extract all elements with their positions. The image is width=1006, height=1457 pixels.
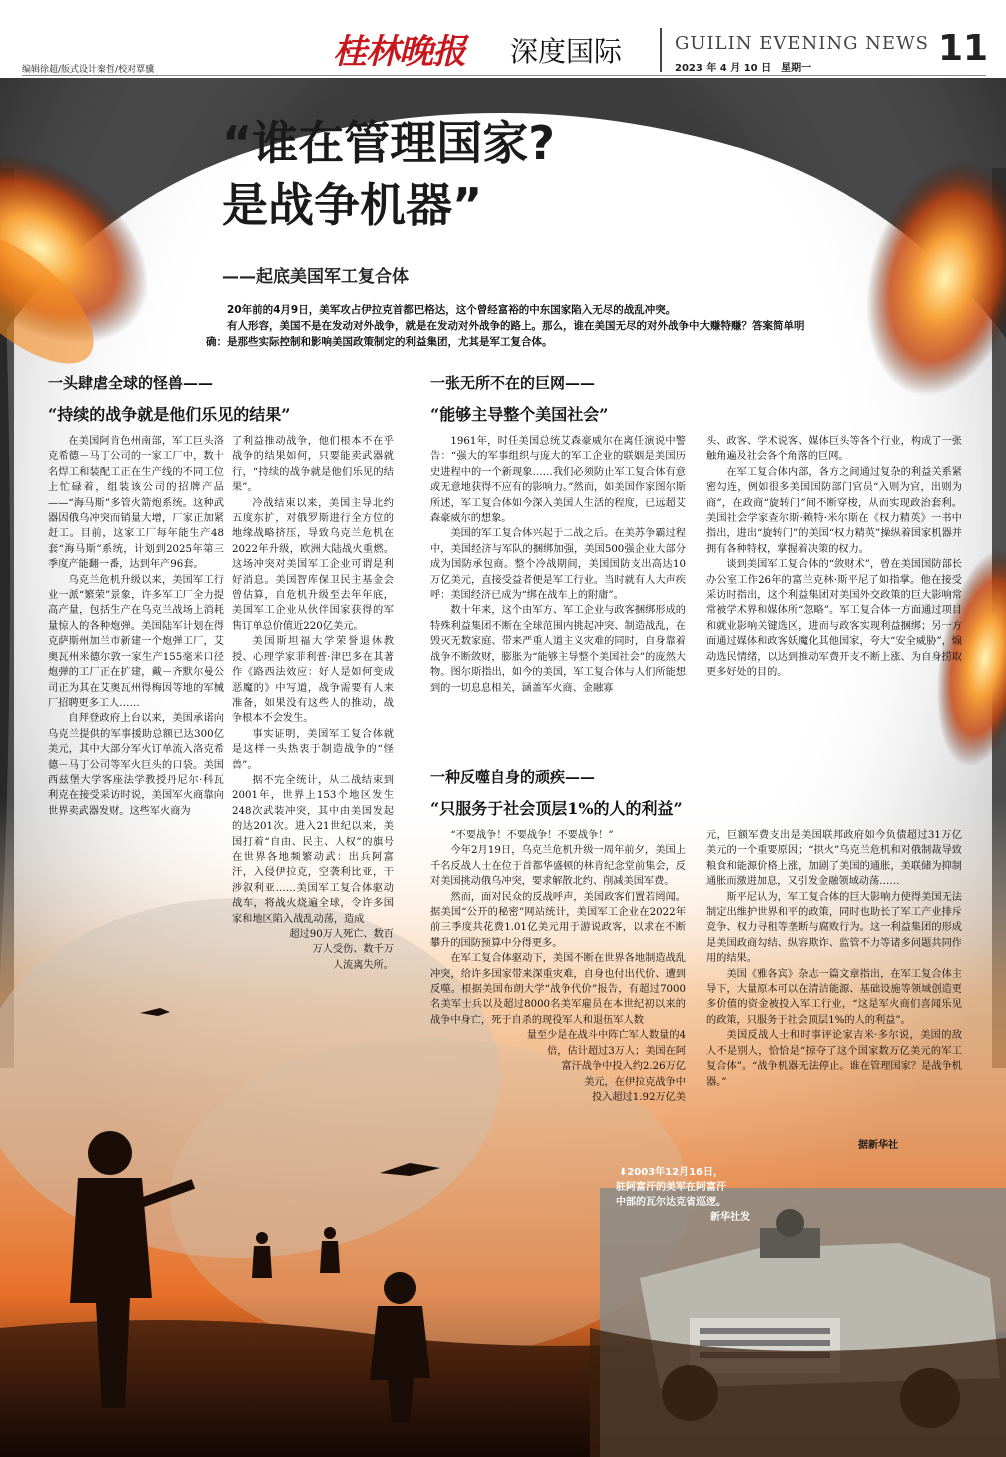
- section3-column2: [706, 828, 962, 1090]
- paragraph-tail: 投入超过1.92万亿美: [592, 1091, 686, 1103]
- section-name: 深度国际: [510, 35, 623, 68]
- lead-p2: 有人形容，美国不是在发动对外战争，就是在发动对外战争的路上。那么，谁在美国无尽的对外战争中大赚特赚？答案简单明确：是那些实际控制和影响美国政策制定的利益集团，尤其是军工复合体。: [206, 320, 805, 348]
- paragraph: 今年2月19日，乌克兰危机升级一周年前夕，美国上千名反战人士在位于首都华盛顿的林肯纪念堂前集会，反对美国挑动俄乌冲突，要求解散北约、削减美国军费。: [430, 845, 686, 888]
- subheadline: ——起底美国军工复合体: [222, 267, 409, 287]
- section3-head2: “只服务于社会顶层1%的人的利益”: [430, 799, 683, 818]
- editor-credits: 编辑徐超/版式设计秦哲/校对覃骥: [22, 65, 155, 75]
- section1-head1: 一头肆虐全球的怪兽——: [48, 374, 214, 392]
- paragraph-tail: 倍，估计超过3万人；美国在阿: [547, 1045, 686, 1057]
- newspaper-logo: 桂林晚报: [333, 32, 465, 72]
- news-source: 据新华社: [858, 1140, 898, 1151]
- paragraph: 1961年，时任美国总统艾森豪威尔在离任演说中警告：“强大的军事组织与庞大的军工企业的联姻是美国历史进程中的一个新现象……我们必须防止军工复合体有意或无意地获得不应有的影响力。”然而，如美国作家图尔斯所述，军工复合体如今深入美国人生活的程度，已远超艾森豪威尔的想象。: [430, 436, 686, 525]
- paragraph: 在军工复合体驱动下，美国不断在世界各地制造战乱冲突，给许多国家带来深重灾难，自身也付出代价、遭到反噬。根据美国布朗大学“战争代价”报告，有超过7000名美军士兵以及超过8000名美军雇员在本世纪初以来的战争中身亡，死于自杀的现役军人和退伍军人数: [430, 953, 686, 1026]
- lead-p1: 20年前的4月9日，美军攻占伊拉克首都巴格达，这个曾经富裕的中东国家陷入无尽的战乱冲突。: [227, 304, 677, 316]
- caption-line: ⬇2003年12月16日，: [618, 1167, 724, 1178]
- paragraph: 据不完全统计，从二战结束到2001年，世界上153个地区发生248次武装冲突，其中由美国发起的达201次。进入21世纪以来，美国打着“自由、民主、人权”的旗号在世界各地频繁动武：出兵阿富汗，入侵伊拉克，空袭利比亚，干涉叙利亚……美国军工复合体驱动战车，将战火烧遍全球，令许多国家和地区陷入战乱动荡，造成: [232, 774, 394, 925]
- paragraph: 斯平尼认为，军工复合体的巨大影响力使得美国无法制定出维护世界和平的政策，同时也助长了军工产业排斥竞争、权力寻租等垄断与腐败行为。这一利益集团的形成是美国政商勾结、纵容欺诈、监管不力等诸多问题共同作用的结果。: [706, 891, 962, 965]
- paragraph: 美国反战人士和时事评论家吉米·多尔说，美国的敌人不是别人，恰恰是“掠夺了这个国家数万亿美元的军工复合体”。“战争机器无法停止。谁在管理国家？是战争机器。”: [706, 1030, 962, 1088]
- paragraph: 乌克兰危机升级以来，美国军工行业一派“繁荣”景象，许多军工厂全力提高产量，包括生产在乌克兰战场上消耗量惊人的各种炮弹。美国陆军计划在得克萨斯州加兰市新建一个炮弹工厂，艾奥瓦州米德尔敦一家生产155毫米口径炮弹的工厂正在扩建，戴－齐默尔曼公司正为其在艾奥瓦州得梅因等地的军械厂招聘更多工人……: [48, 574, 224, 709]
- headline-line-2: 是战争机器”: [222, 178, 483, 232]
- paragraph: 事实证明，美国军工复合体就是这样一头热衷于制造战争的“怪兽”。: [232, 728, 394, 771]
- section3-column1: [430, 828, 686, 1105]
- headline-line-1: “谁在管理国家?: [222, 116, 555, 170]
- paragraph: “不要战争！不要战争！不要战争！”: [450, 830, 614, 841]
- paragraph: 谈到美国军工复合体的“敛财术”，曾在美国国防部长办公室工作26年的富兰克林·斯平尼了如指掌。他在接受采访时指出，这个利益集团对美国外交政策的巨大影响常常被学术界和媒体所“忽略”。军工复合体一方面通过项目和就业影响关键选区，进而与政客实现利益捆绑；另一方面通过媒体和政客妖魔化其他国家，夸大“安全威胁”，煽动选民情绪，以达到推动军费开支不断上涨、为自身捞取更多好处的目的。: [706, 559, 962, 679]
- paragraph-tail: 美元，在伊拉克战争中: [584, 1076, 686, 1088]
- section2-column2: [706, 434, 962, 681]
- paragraph: 头、政客、学术说客、媒体巨头等各个行业，构成了一张触角遍及社会各个角落的巨网。: [706, 436, 962, 463]
- caption-line: 中部的瓦尔达克省巡逻。: [616, 1197, 726, 1208]
- paragraph: 冷战结束以来，美国主导北约五度东扩，对俄罗斯进行全方位的地缘战略挤压，导致乌克兰危机在2022年升级，欧洲大陆战火重燃。这场冲突对美国军工企业可谓是利好消息。美国智库保卫民主基金会曾估算，自危机升级至去年年底，美国军工企业从伙伴国家获得的军售订单总价值近220亿美元。: [232, 497, 394, 632]
- paragraph: 在军工复合体内部，各方之间通过复杂的利益关系紧密勾连，例如很多美国国防部门官员“入则为官，出则为商”，在政商“旋转门”间不断穿梭，从而实现政治套利。美国社会学家查尔斯·赖特·米尔斯在《权力精英》一书中指出，进出“旋转门”的美国“权力精英”操纵着国家机器并拥有各种特权，掌握着决策的权力。: [706, 466, 962, 555]
- headline: [222, 112, 555, 236]
- caption-line: 驻阿富汗的美军在阿富汗: [616, 1182, 726, 1193]
- section3-head1: 一种反噬自身的顽疾——: [430, 768, 596, 786]
- issue-date: 2023 年 4 月 10 日 星期一: [675, 63, 812, 74]
- paragraph: 数十年来，这个由军方、军工企业与政客捆绑形成的特殊利益集团不断在全球范围内挑起冲突、制造战乱，在毁灭无数家庭、带来严重人道主义灾难的同时，自身靠着战争不断敛财，膨胀为“能够主导整个美国社会”的庞然大物。图尔斯指出，如今的美国，军工复合体与人们所能想到的一切息息相关，涵盖军火商、金融寡: [430, 605, 686, 694]
- paragraph: 自拜登政府上台以来，美国承诺向乌克兰提供的军事援助总额已达300亿美元，其中大部分军火订单流入洛克希德－马丁公司等军火巨头的口袋。美国西兹堡大学客座法学教授丹尼尔·科瓦利克在接受采访时说，美国军火商靠向世界卖武器发财。这些军火商为: [48, 713, 224, 817]
- paragraph: 美国斯坦福大学荣誉退休教授、心理学家菲利普·津巴多在其著作《路西法效应：好人是如何变成恶魔的》中写道，战争需要有人来准备，如果没有这些人的推动，战争根本不会发生。: [232, 636, 394, 725]
- paragraph: 了利益推动战争，他们根本不在乎战争的结果如何，只要能卖武器就行，“持续的战争就是他们乐见的结果”。: [232, 436, 394, 494]
- paragraph-tail: 量至少是在战斗中阵亡军人数量的4: [526, 1030, 686, 1042]
- paragraph-tail: 万人受伤、数千万: [312, 944, 394, 956]
- photo-credit: 新华社发: [710, 1212, 750, 1223]
- paragraph: 元，巨额军费支出是美国联邦政府如今负债超过31万亿美元的一个重要原因；“拱火”乌克兰危机和对俄制裁导致粮食和能源价格上涨，加剧了美国的通胀，美联储为抑制通胀而激进加息，又引发金融领域动荡……: [706, 830, 962, 888]
- page-number: 11: [938, 28, 989, 69]
- paragraph-tail: 人流离失所。: [332, 959, 394, 971]
- paragraph: 美国《雅各宾》杂志一篇文章指出，在军工复合体主导下，大量原本可以在清洁能源、基础设施等领域创造更多价值的资金被投入军工行业，“这是军火商们喜闻乐见的政策，只服务于社会顶层1%的人的利益”。: [706, 968, 962, 1026]
- section1-column1: [48, 434, 224, 819]
- header-rule: [22, 75, 986, 76]
- photo-caption: [592, 1165, 750, 1225]
- section2-head2: “能够主导整个美国社会”: [430, 405, 609, 424]
- header-divider: [660, 28, 662, 72]
- english-name: GUILIN EVENING NEWS: [675, 33, 929, 54]
- section1-head2: “持续的战争就是他们乐见的结果”: [48, 405, 291, 424]
- section2-column1: [430, 434, 686, 696]
- paragraph: 然而，面对民众的反战呼声，美国政客们置若罔闻。据美国“公开的秘密”网站统计，美国军工企业在2022年前三季度共花费1.01亿美元用于游说政客，以求在不断攀升的国防预算中分得更多。: [430, 891, 686, 949]
- paragraph: 美国的军工复合体兴起于二战之后。在美苏争霸过程中，美国经济与军队的捆绑加强，美国500强企业大部分成为国防承包商。整个冷战期间，美国国防支出高达10万亿美元，直接受益者便是军工行业。当时就有人大声疾呼：美国经济已成为“绑在战车上的附庸”。: [430, 528, 686, 602]
- lead-paragraph: [206, 302, 806, 350]
- paragraph-tail: 超过90万人死亡、数百: [289, 929, 394, 940]
- paragraph: 在美国阿肯色州南部，军工巨头洛克希德－马丁公司的一家工厂中，数十名焊工和装配工正在生产线的不同工位上忙碌着，组装该公司的招牌产品——“海马斯”多管火箭炮系统。这种武器因俄乌冲突而销量大增，厂家正加紧赶工。目前，这家工厂每年能生产48套“海马斯”系统，计划到2025年第三季度产能翻一番，达到年产96套。: [48, 436, 224, 571]
- section1-column2: [232, 434, 394, 973]
- paragraph-tail: 富汗战争中投入约2.26万亿: [561, 1061, 686, 1073]
- section2-head1: 一张无所不在的巨网——: [430, 374, 596, 392]
